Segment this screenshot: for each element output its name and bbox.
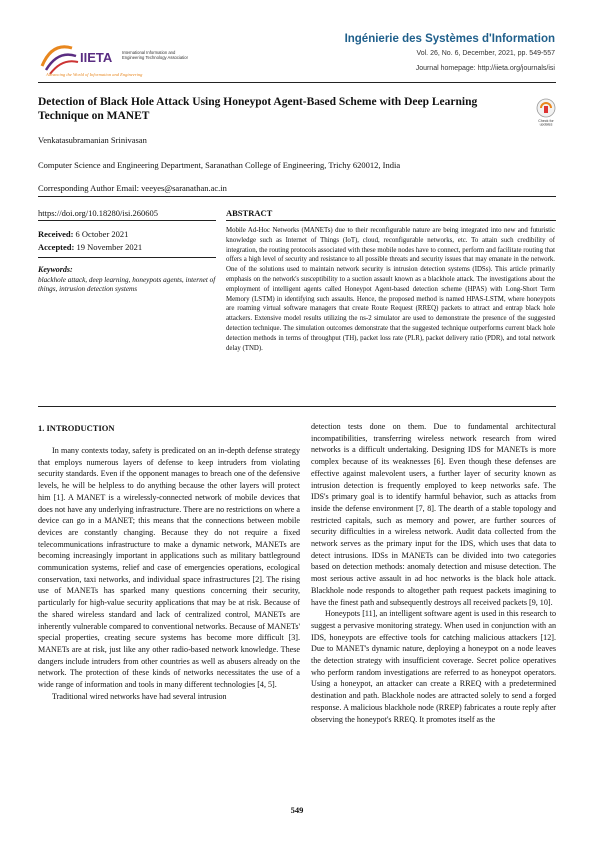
svg-text:Advancing the World of Informa: Advancing the World of Information and Engineering bbox=[46, 72, 143, 77]
check-updates-icon bbox=[534, 98, 558, 126]
journal-volume: Vol. 26, No. 6, December, 2021, pp. 549-557 bbox=[416, 50, 555, 57]
abstract-heading: ABSTRACT bbox=[226, 208, 273, 218]
paragraph: detection tests done on them. Due to fundamental architectural incompatibilities, transferring wireless network research from wired networks is a difficult undertaking. Designing IDS for MANETs is more complex because of its weaknesses [6]. Even though these defenses are effective against malevolent users, a further layer of security known as intrusion detection is frequently employed to keep networks safe. The IDS's primary goal is to identify harmful behavior, such as attacks from inside the defense environment [7, 8]. The dearth of a stable topology and restricted capitals, such as memory and power, are further sources of security difficulties in a wireless network. Audit data collected from the network serves as the primary input for the IDS, which uses that data to detect intrusions. IDSs in MANETs can be divided into two categories based on detection methods: anomaly detection and misuse detection. The most serious active assault in ad hoc networks is the black hole attack. Blackhole node responds to altogether path request packets imagining to have the finest path and subsequently destroys all received packets [9, 10]. bbox=[311, 422, 556, 607]
paragraph: In many contexts today, safety is predicated on an in-depth defense strategy that employs numerous layers of defense to keep intruders from violating security standards. Even if the opponent manages to breach one of the defensive levels, he will be helpless to do anything because the other layers will protect him [1]. A MANET is a wirelessly-connected network of mobile devices that does not have any underlying infrastructure. There are no restrictions on where a device can go in a MANET; this means that the connections between mobile devices are constantly changing. Because they do not require a fixed telecommunications infrastructure to make a dynamic network, MANETs are becoming increasingly important in applications such as military battleground communication systems, relief and case of emergencies operations, ecological conservation, taxi networks, and individual space infrastructures [2]. The rising use of MANETs has sparked many questions concerning their security, particularly for high-value security applications that may be at risk. Because of the shared wireless standard and lack of centralized control, MANETs are inherently vulnerable compared to conventional networks. Because of MANETs' special properties, creating secure systems has become more difficult [3]. MANETs are at risk, just like any other radio-based network knowledge. These dangers include intruders from other countries as well as abusers already on the network. The protection of these kinds of networks necessitates the use of a wide range of information and tools in many different technologies [4, 5]. bbox=[38, 446, 300, 690]
keywords-list: blackhole attack, deep learning, honeypots agents, internet of things, intrusion detection systems bbox=[38, 276, 216, 293]
info-divider bbox=[38, 220, 216, 221]
journal-homepage[interactable]: Journal homepage: http://iieta.org/journals/isi bbox=[415, 65, 555, 72]
received-date bbox=[38, 229, 128, 239]
svg-text:updates: updates bbox=[539, 122, 553, 126]
header-divider bbox=[38, 82, 556, 83]
accepted-value: 19 November 2021 bbox=[74, 242, 143, 252]
iieta-logo bbox=[38, 38, 188, 78]
dates-divider bbox=[38, 257, 216, 258]
page-number: 549 bbox=[290, 805, 304, 815]
keywords-heading: Keywords: bbox=[38, 265, 73, 274]
paragraph: Traditional wired networks have had several intrusion bbox=[52, 691, 227, 701]
accepted-label: Accepted: bbox=[38, 242, 75, 252]
section-title-introduction: 1. INTRODUCTION bbox=[38, 423, 115, 433]
received-value: 6 October 2021 bbox=[73, 229, 129, 239]
abstract-end-divider bbox=[38, 406, 556, 407]
affiliation: Computer Science and Engineering Department, Saranathan College of Engineering, Trichy 620012, India bbox=[38, 160, 401, 170]
svg-text:Engineering Technology Associa: Engineering Technology Association bbox=[122, 55, 188, 60]
corresponding-author: Corresponding Author Email: veeyes@saranathan.ac.in bbox=[38, 183, 227, 193]
paper-title: Detection of Black Hole Attack Using Honeypot Agent-Based Scheme with Deep Learning Technique on MANET bbox=[38, 96, 478, 122]
author-name: Venkatasubramanian Srinivasan bbox=[38, 135, 147, 145]
iieta-logo-graphic bbox=[38, 38, 188, 78]
svg-text:IIETA: IIETA bbox=[80, 50, 113, 65]
journal-title: Ingénierie des Systèmes d'Information bbox=[344, 33, 555, 45]
doi-link[interactable]: https://doi.org/10.18280/isi.260605 bbox=[38, 208, 159, 218]
check-for-updates-badge[interactable] bbox=[534, 98, 558, 126]
body-column-right bbox=[311, 421, 556, 725]
accepted-date bbox=[38, 242, 142, 252]
abstract-body: Mobile Ad-Hoc Networks (MANETs) due to their reconfigurable nature are being integrated into new and futuristic knowledge such as Internet of Things (IoT), cloud, reconfigurable networks, etc. To attain such credibility of integration, the routing protocols associated with these mobile nodes have to connect, perform and facilitate routing that offers a high level of security and resistance to all possible threats and security issues that may emanate in the network. One of the solutions used to maintain network security is intrusion detection systems (IDSs). This article primarily emphasis on the network's susceptibility to a suction assault known as a blackhole attack. The investigations about the employment of intelligent agents called Honeypot Agent-based detection scheme (HPAS) with Long-Short Term Memory (LSTM) in identifying such assaults. Hence, the proposed method is named HPAS-LSTM, where honeypots are roaming virtual software managers that create Route Request (RREQ) packets to attract and entrap black hole attackers. Extensive model results utilizing the ns-2 simulator are used to demonstrate the presence of the suggested detection technique. The simulation outcomes demonstrate that the suggested technique outperforms current black hole detection methods in terms of throughput (TH), packet loss rate (PLR), packet delivery ratio (PDR), and total network delay (TND). bbox=[226, 227, 555, 352]
svg-text:Check for: Check for bbox=[538, 119, 554, 123]
author-divider bbox=[38, 196, 556, 197]
paragraph: Honeypots [11], an intelligent software agent is used in this research to suggest a pervasive monitoring strategy. When used in conjunction with an IDS, honeypots are effective tools for catching malicious attackers [12]. Due to MANET's dynamic nature, deploying a honeypot on a node leaves the detection strategy with insufficient coverage. Secret police operatives who perform random investigations are referred to as honeypot operators. Using a honeypot, an attacker can create a RREQ with a predetermined destination and path. Blackhole nodes are attracted solely to send a forged response. A malicious blackhole node (RREP) fabricates a route reply after observing the honeypot's RREQ. It promotes itself as the bbox=[311, 609, 556, 724]
received-label: Received: bbox=[38, 229, 74, 239]
body-column-left bbox=[38, 445, 300, 702]
abstract-divider bbox=[226, 220, 556, 221]
svg-text:International Information and: International Information and bbox=[122, 50, 176, 55]
